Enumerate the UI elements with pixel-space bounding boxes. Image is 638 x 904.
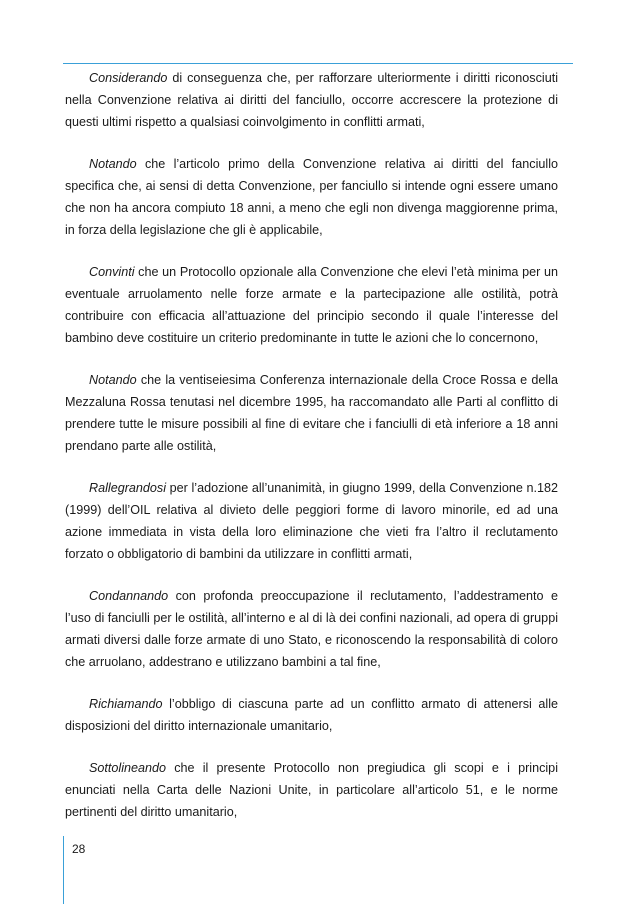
paragraph-text: l’obbligo di ciascuna parte ad un conflitto armato di attenersi alle disposizioni del diritto internazionale umanitario, (65, 697, 558, 733)
paragraph-keyword: Notando (89, 157, 137, 171)
paragraph-text: che l’articolo primo della Convenzione relativa ai diritti del fanciullo specifica che, ai sensi di detta Convenzione, per fanciullo si intende ogni essere umano che non ha ancora compiuto 18 anni, a meno che egli non divenga maggiorenne prima, in forza della legislazione che gli è applicabile, (65, 157, 558, 237)
paragraph-keyword: Notando (89, 373, 137, 387)
paragraph-keyword: Richiamando (89, 697, 163, 711)
document-body (65, 67, 558, 823)
paragraph-keyword: Considerando (89, 71, 168, 85)
paragraph (65, 369, 558, 457)
paragraph (65, 585, 558, 673)
paragraph-keyword: Convinti (89, 265, 135, 279)
paragraph-text: che il presente Protocollo non pregiudica gli scopi e i principi enunciati nella Carta delle Nazioni Unite, in particolare all’articolo 51, e le norme pertinenti del diritto umanitario, (65, 761, 558, 819)
paragraph-text: che un Protocollo opzionale alla Convenzione che elevi l’età minima per un eventuale arruolamento nelle forze armate e la partecipazione alle ostilità, potrà contribuire con efficacia all’attuazione del principio secondo il quale l’interesse del bambino deve costituire un criterio predominante in tutte le azioni che lo concernono, (65, 265, 558, 345)
page-number: 28 (72, 842, 86, 856)
paragraph-text: che la ventiseiesima Conferenza internazionale della Croce Rossa e della Mezzaluna Rossa tenutasi nel dicembre 1995, ha raccomandato alle Parti al conflitto di prendere tutte le misure possibili al fine di evitare che i fanciulli di età inferiore a 18 anni prendano parte alle ostilità, (65, 373, 558, 453)
paragraph (65, 153, 558, 241)
margin-rule (63, 836, 64, 904)
top-rule (63, 63, 573, 64)
paragraph-keyword: Condannando (89, 589, 169, 603)
paragraph-keyword: Sottolineando (89, 761, 167, 775)
paragraph (65, 261, 558, 349)
paragraph-text: per l’adozione all’unanimità, in giugno 1999, della Convenzione n.182 (1999) dell’OIL relativa al divieto delle peggiori forme di lavoro minorile, ed ad una azione immediata in vista della loro eliminazione che vieti fra l’altro il reclutamento forzato o obbligatorio di bambini da utilizzare in conflitti armati, (65, 481, 558, 561)
paragraph-text: di conseguenza che, per rafforzare ulteriormente i diritti riconosciuti nella Convenzione relativa ai diritti del fanciullo, occorre accrescere la protezione di questi ultimi rispetto a qualsiasi coinvolgimento in conflitti armati, (65, 71, 558, 129)
paragraph (65, 67, 558, 133)
paragraph-keyword: Rallegrandosi (89, 481, 167, 495)
paragraph (65, 477, 558, 565)
paragraph (65, 757, 558, 823)
paragraph (65, 693, 558, 737)
paragraph-text: con profonda preoccupazione il reclutamento, l’addestramento e l’uso di fanciulli per le ostilità, all’interno e al di là dei confini nazionali, ad opera di gruppi armati diversi dalle forze armate di uno Stato, e riconoscendo la responsabilità di coloro che arruolano, addestrano e utilizzano bambini a tal fine, (65, 589, 558, 669)
